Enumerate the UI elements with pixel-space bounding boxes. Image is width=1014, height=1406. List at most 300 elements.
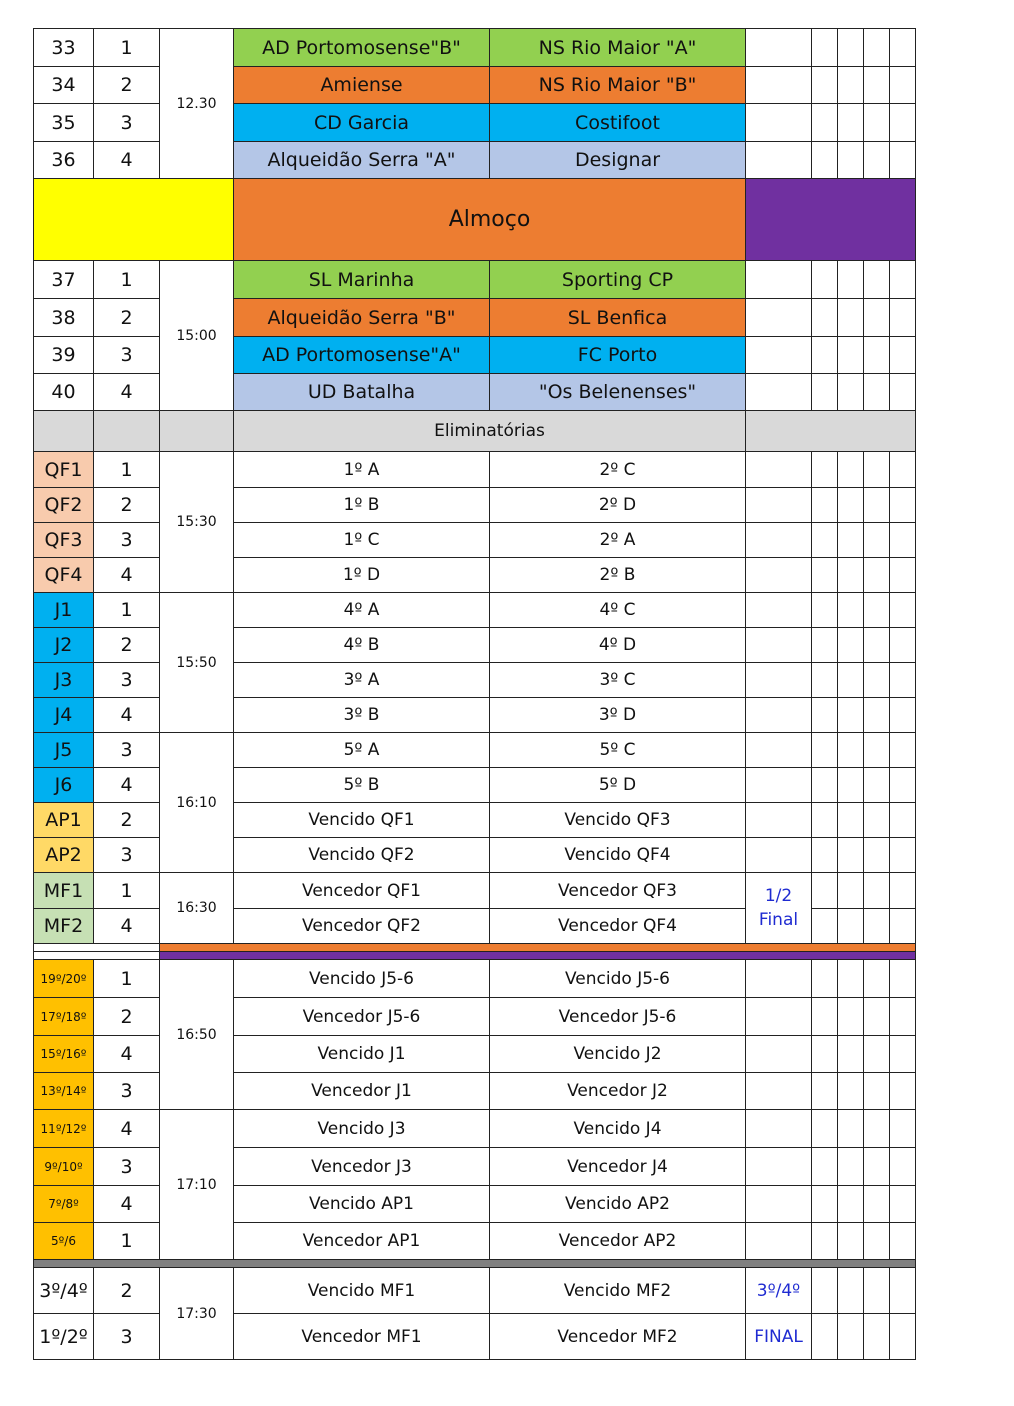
away-team: 2º C (490, 452, 746, 488)
field-number: 1 (94, 593, 160, 628)
final-label: FINAL (746, 1314, 812, 1360)
field-number: 4 (94, 1110, 160, 1148)
field-number: 4 (94, 698, 160, 733)
field-number: 3 (94, 337, 160, 374)
table-row (34, 1268, 916, 1314)
lunch-yellow-block (34, 179, 234, 261)
game-code: QF3 (34, 523, 94, 558)
score-cell (812, 998, 838, 1036)
score-cell (864, 523, 890, 558)
field-number: 3 (94, 733, 160, 768)
away-team: Vencido J2 (490, 1036, 746, 1073)
game-code: J5 (34, 733, 94, 768)
score-cell (812, 698, 838, 733)
home-team: Vencedor AP1 (234, 1223, 490, 1260)
away-team: Vencedor J5-6 (490, 998, 746, 1036)
home-team: Vencedor MF1 (234, 1314, 490, 1360)
field-number: 4 (94, 1186, 160, 1223)
score-cell (812, 29, 838, 67)
away-team: NS Rio Maior "A" (490, 29, 746, 67)
schedule-table (33, 28, 916, 1360)
score-cell (838, 1268, 864, 1314)
game-code: 19º/20º (34, 960, 94, 998)
field-number: 3 (94, 1148, 160, 1186)
score-cell (890, 261, 916, 299)
home-team: Vencido QF1 (234, 803, 490, 838)
away-team: "Os Belenenses" (490, 374, 746, 411)
score-cell (864, 261, 890, 299)
score-cell (812, 374, 838, 411)
table-row (34, 873, 916, 909)
third-place-label: 3º/4º (746, 1268, 812, 1314)
game-code: 3º/4º (34, 1268, 94, 1314)
table-row (34, 29, 916, 67)
score-cell (890, 768, 916, 803)
score-cell (864, 1036, 890, 1073)
score-cell (746, 768, 812, 803)
away-team: 2º D (490, 488, 746, 523)
home-team: Vencido J5-6 (234, 960, 490, 998)
score-cell (890, 1148, 916, 1186)
score-cell (890, 1073, 916, 1110)
away-team: 4º D (490, 628, 746, 663)
score-cell (838, 374, 864, 411)
score-cell (812, 1223, 838, 1260)
score-cell (890, 1036, 916, 1073)
field-number: 2 (94, 488, 160, 523)
score-cell (746, 523, 812, 558)
score-cell (838, 1314, 864, 1360)
score-cell (864, 1148, 890, 1186)
score-cell (838, 838, 864, 873)
score-cell (890, 1223, 916, 1260)
table-row (34, 452, 916, 488)
header-blank (160, 411, 234, 452)
score-cell (838, 593, 864, 628)
home-team: 4º B (234, 628, 490, 663)
score-cell (838, 960, 864, 998)
lunch-purple-block (746, 179, 916, 261)
score-cell (890, 663, 916, 698)
away-team: Vencedor QF4 (490, 909, 746, 944)
table-row (34, 261, 916, 299)
score-cell (746, 67, 812, 104)
field-number: 3 (94, 104, 160, 142)
home-team: Vencedor J1 (234, 1073, 490, 1110)
table-row (34, 733, 916, 768)
field-number: 4 (94, 374, 160, 411)
game-time: 16:30 (160, 873, 234, 944)
field-number: 1 (94, 960, 160, 998)
score-cell (746, 142, 812, 179)
field-number: 2 (94, 628, 160, 663)
score-cell (838, 1148, 864, 1186)
divider-grey (34, 1260, 916, 1268)
game-code: MF2 (34, 909, 94, 944)
game-code: 13º/14º (34, 1073, 94, 1110)
score-cell (838, 558, 864, 593)
score-cell (890, 960, 916, 998)
game-code: J1 (34, 593, 94, 628)
home-team: AD Portomosense"A" (234, 337, 490, 374)
score-cell (746, 838, 812, 873)
away-team: 3º C (490, 663, 746, 698)
score-cell (890, 873, 916, 909)
score-cell (864, 142, 890, 179)
score-cell (812, 960, 838, 998)
field-number: 2 (94, 998, 160, 1036)
game-time: 16:50 (160, 960, 234, 1110)
away-team: Vencido QF3 (490, 803, 746, 838)
game-code: J4 (34, 698, 94, 733)
score-cell (746, 663, 812, 698)
home-team: Amiense (234, 67, 490, 104)
score-cell (746, 628, 812, 663)
score-cell (746, 593, 812, 628)
away-team: 2º A (490, 523, 746, 558)
field-number: 1 (94, 261, 160, 299)
score-cell (812, 873, 838, 909)
score-cell (812, 909, 838, 944)
field-number: 1 (94, 1223, 160, 1260)
score-cell (864, 29, 890, 67)
score-cell (746, 998, 812, 1036)
game-code: QF4 (34, 558, 94, 593)
game-time: 15:30 (160, 452, 234, 593)
score-cell (890, 733, 916, 768)
score-cell (864, 1073, 890, 1110)
score-cell (812, 1148, 838, 1186)
home-team: CD Garcia (234, 104, 490, 142)
score-cell (812, 1036, 838, 1073)
field-number: 2 (94, 803, 160, 838)
score-cell (838, 104, 864, 142)
away-team: Vencedor QF3 (490, 873, 746, 909)
score-cell (864, 558, 890, 593)
game-number: 38 (34, 299, 94, 337)
away-team: 3º D (490, 698, 746, 733)
score-cell (864, 803, 890, 838)
score-cell (746, 374, 812, 411)
game-code: 11º/12º (34, 1110, 94, 1148)
score-cell (890, 29, 916, 67)
field-number: 4 (94, 768, 160, 803)
score-cell (838, 998, 864, 1036)
score-cell (838, 698, 864, 733)
score-cell (890, 628, 916, 663)
score-cell (746, 733, 812, 768)
score-cell (890, 523, 916, 558)
game-code: QF2 (34, 488, 94, 523)
home-team: Vencido J3 (234, 1110, 490, 1148)
score-cell (838, 29, 864, 67)
divider-orange (34, 944, 916, 952)
divider-purple (34, 952, 916, 960)
score-cell (812, 488, 838, 523)
score-cell (812, 142, 838, 179)
field-number: 1 (94, 873, 160, 909)
score-cell (890, 452, 916, 488)
lunch-label: Almoço (234, 179, 746, 261)
score-cell (864, 1110, 890, 1148)
game-code: 5º/6 (34, 1223, 94, 1260)
score-cell (864, 909, 890, 944)
game-code: J2 (34, 628, 94, 663)
score-cell (890, 1110, 916, 1148)
game-number: 33 (34, 29, 94, 67)
score-cell (890, 1268, 916, 1314)
header-blank (94, 411, 160, 452)
game-code: J6 (34, 768, 94, 803)
game-time: 16:10 (160, 733, 234, 873)
away-team: 5º C (490, 733, 746, 768)
score-cell (812, 733, 838, 768)
game-code: AP2 (34, 838, 94, 873)
score-cell (864, 1314, 890, 1360)
score-cell (746, 104, 812, 142)
score-cell (812, 261, 838, 299)
field-number: 3 (94, 1314, 160, 1360)
score-cell (746, 1036, 812, 1073)
score-cell (746, 488, 812, 523)
home-team: AD Portomosense"B" (234, 29, 490, 67)
score-cell (838, 768, 864, 803)
away-team: Vencedor MF2 (490, 1314, 746, 1360)
field-number: 2 (94, 1268, 160, 1314)
score-cell (746, 261, 812, 299)
score-cell (838, 1110, 864, 1148)
score-cell (864, 1268, 890, 1314)
away-team: 4º C (490, 593, 746, 628)
home-team: UD Batalha (234, 374, 490, 411)
home-team: 1º A (234, 452, 490, 488)
score-cell (864, 1186, 890, 1223)
home-team: 5º B (234, 768, 490, 803)
home-team: 5º A (234, 733, 490, 768)
game-code: J3 (34, 663, 94, 698)
score-cell (812, 1186, 838, 1223)
away-team: Vencedor J4 (490, 1148, 746, 1186)
score-cell (890, 488, 916, 523)
score-cell (864, 768, 890, 803)
score-cell (864, 998, 890, 1036)
score-cell (890, 593, 916, 628)
score-cell (838, 628, 864, 663)
score-cell (864, 663, 890, 698)
score-cell (812, 593, 838, 628)
away-team: FC Porto (490, 337, 746, 374)
score-cell (812, 1268, 838, 1314)
table-row (34, 960, 916, 998)
score-cell (890, 299, 916, 337)
home-team: 1º D (234, 558, 490, 593)
score-cell (838, 261, 864, 299)
table-row (34, 1110, 916, 1148)
semi-final-label (746, 873, 812, 944)
game-time: 15:00 (160, 261, 234, 411)
score-cell (890, 1186, 916, 1223)
field-number: 3 (94, 523, 160, 558)
score-cell (812, 452, 838, 488)
score-cell (812, 67, 838, 104)
away-team: Sporting CP (490, 261, 746, 299)
score-cell (838, 1073, 864, 1110)
home-team: Vencedor QF1 (234, 873, 490, 909)
home-team: Vencido J1 (234, 1036, 490, 1073)
game-code: 1º/2º (34, 1314, 94, 1360)
score-cell (838, 1223, 864, 1260)
home-team: 1º C (234, 523, 490, 558)
score-cell (838, 523, 864, 558)
score-cell (812, 1314, 838, 1360)
score-cell (746, 698, 812, 733)
score-cell (812, 558, 838, 593)
lunch-row (34, 179, 916, 261)
score-cell (864, 628, 890, 663)
field-number: 3 (94, 663, 160, 698)
score-cell (864, 452, 890, 488)
score-cell (838, 488, 864, 523)
away-team: Vencedor J2 (490, 1073, 746, 1110)
section-header-row (34, 411, 916, 452)
score-cell (890, 374, 916, 411)
score-cell (864, 838, 890, 873)
score-cell (746, 803, 812, 838)
score-cell (864, 960, 890, 998)
game-code: QF1 (34, 452, 94, 488)
score-cell (812, 299, 838, 337)
score-cell (838, 67, 864, 104)
section-title: Eliminatórias (234, 411, 746, 452)
score-cell (890, 337, 916, 374)
score-cell (890, 909, 916, 944)
game-code: 9º/10º (34, 1148, 94, 1186)
game-number: 34 (34, 67, 94, 104)
home-team: 1º B (234, 488, 490, 523)
score-cell (864, 1223, 890, 1260)
score-cell (838, 803, 864, 838)
away-team: Vencido QF4 (490, 838, 746, 873)
score-cell (746, 337, 812, 374)
game-number: 35 (34, 104, 94, 142)
away-team: Vencido J4 (490, 1110, 746, 1148)
field-number: 4 (94, 558, 160, 593)
score-cell (746, 1148, 812, 1186)
score-cell (864, 733, 890, 768)
field-number: 2 (94, 67, 160, 104)
away-team: SL Benfica (490, 299, 746, 337)
score-cell (812, 104, 838, 142)
header-blank (34, 411, 94, 452)
score-cell (838, 452, 864, 488)
home-team: Vencido AP1 (234, 1186, 490, 1223)
game-time: 15:50 (160, 593, 234, 733)
score-cell (838, 663, 864, 698)
game-time: 12.30 (160, 29, 234, 179)
score-cell (864, 104, 890, 142)
home-team: Vencedor QF2 (234, 909, 490, 944)
score-cell (864, 593, 890, 628)
field-number: 1 (94, 452, 160, 488)
score-cell (746, 1186, 812, 1223)
score-cell (746, 558, 812, 593)
score-cell (812, 628, 838, 663)
score-cell (864, 698, 890, 733)
home-team: Vencido MF1 (234, 1268, 490, 1314)
home-team: Vencido QF2 (234, 838, 490, 873)
score-cell (864, 337, 890, 374)
score-cell (890, 558, 916, 593)
score-cell (890, 698, 916, 733)
score-cell (746, 1223, 812, 1260)
score-cell (890, 67, 916, 104)
score-cell (864, 488, 890, 523)
score-cell (812, 768, 838, 803)
score-cell (838, 733, 864, 768)
game-code: 17º/18º (34, 998, 94, 1036)
score-cell (812, 1110, 838, 1148)
field-number: 3 (94, 1073, 160, 1110)
semi-final-label-line2: Final (758, 910, 799, 930)
score-cell (890, 998, 916, 1036)
score-cell (838, 873, 864, 909)
score-cell (864, 374, 890, 411)
score-cell (746, 960, 812, 998)
home-team: Alqueidão Serra "B" (234, 299, 490, 337)
game-number: 40 (34, 374, 94, 411)
score-cell (838, 142, 864, 179)
away-team: 5º D (490, 768, 746, 803)
score-cell (890, 803, 916, 838)
game-number: 39 (34, 337, 94, 374)
home-team: 3º A (234, 663, 490, 698)
score-cell (838, 1036, 864, 1073)
home-team: 4º A (234, 593, 490, 628)
score-cell (746, 1073, 812, 1110)
score-cell (890, 104, 916, 142)
home-team: SL Marinha (234, 261, 490, 299)
score-cell (890, 1314, 916, 1360)
score-cell (746, 299, 812, 337)
score-cell (838, 337, 864, 374)
score-cell (890, 838, 916, 873)
game-number: 37 (34, 261, 94, 299)
score-cell (864, 67, 890, 104)
away-team: Costifoot (490, 104, 746, 142)
score-cell (746, 29, 812, 67)
game-code: MF1 (34, 873, 94, 909)
away-team: Vencido MF2 (490, 1268, 746, 1314)
game-code: 15º/16º (34, 1036, 94, 1073)
home-team: Alqueidão Serra "A" (234, 142, 490, 179)
field-number: 1 (94, 29, 160, 67)
table-row (34, 593, 916, 628)
away-team: NS Rio Maior "B" (490, 67, 746, 104)
score-cell (812, 1073, 838, 1110)
header-blank (746, 411, 916, 452)
away-team: 2º B (490, 558, 746, 593)
score-cell (746, 1110, 812, 1148)
field-number: 4 (94, 142, 160, 179)
field-number: 4 (94, 909, 160, 944)
score-cell (746, 452, 812, 488)
away-team: Vencedor AP2 (490, 1223, 746, 1260)
field-number: 2 (94, 299, 160, 337)
score-cell (838, 1186, 864, 1223)
home-team: Vencedor J3 (234, 1148, 490, 1186)
away-team: Vencido J5-6 (490, 960, 746, 998)
score-cell (812, 523, 838, 558)
